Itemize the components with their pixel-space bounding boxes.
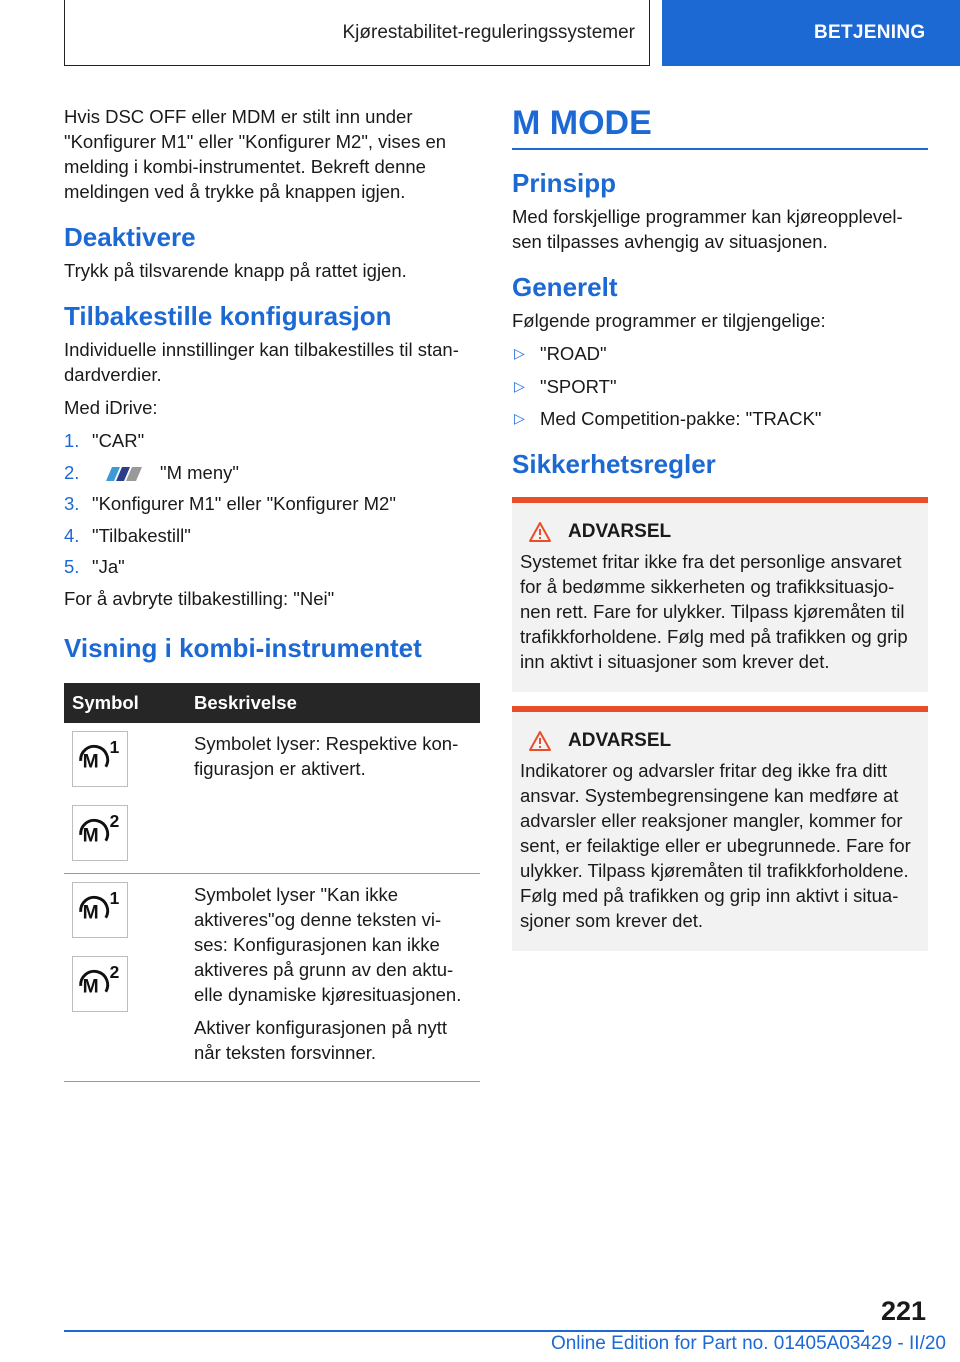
left-column bbox=[64, 104, 480, 1082]
warning-text: Systemet fritar ikke fra det personlige ansvaret for å bedømme sikkerheten og trafikksituasjo-nen rett. Fare for ulykker. Tilpass kjøremåten til trafikkforholdene. Følg med på trafikken og grip inn aktivt i situasjoner som krever det. bbox=[520, 551, 908, 672]
svg-text:M: M bbox=[82, 825, 99, 847]
row2-description-2: Aktiver konfigurasjonen på nytt når teksten forsvinner. bbox=[194, 1016, 447, 1063]
step-number: 4. bbox=[64, 524, 80, 546]
program-name: "SPORT" bbox=[540, 375, 617, 397]
step-number: 1. bbox=[64, 430, 80, 451]
list-item bbox=[64, 523, 480, 548]
triangle-bullet-icon: ▷ bbox=[514, 410, 525, 426]
table-row bbox=[64, 723, 480, 874]
svg-text:M: M bbox=[82, 976, 99, 998]
running-header bbox=[64, 0, 650, 66]
list-item bbox=[512, 374, 928, 399]
row1-description: Symbolet lyser: Respektive kon-figurasjon er aktivert. bbox=[194, 732, 459, 779]
step-text: "Tilbakestill" bbox=[92, 524, 191, 546]
step-text: "CAR" bbox=[92, 430, 145, 451]
display-heading: Visning i kombi-instrumentet bbox=[64, 632, 422, 663]
step-number: 3. bbox=[64, 493, 80, 514]
warning-title: ADVARSEL bbox=[568, 521, 672, 542]
table-header-row bbox=[64, 683, 480, 723]
list-item bbox=[512, 406, 928, 431]
column-header-symbol: Symbol bbox=[64, 683, 188, 723]
table-row bbox=[64, 873, 480, 1081]
page-number: 221 bbox=[880, 1296, 926, 1326]
svg-text:1: 1 bbox=[109, 887, 120, 908]
idrive-label: Med iDrive: bbox=[64, 397, 158, 418]
m2-mode-icon bbox=[72, 805, 128, 861]
symbol-table bbox=[64, 683, 480, 1082]
warning-triangle-icon bbox=[528, 730, 552, 752]
m1-mode-icon bbox=[72, 731, 128, 787]
warning-box-1 bbox=[512, 497, 928, 692]
step-text: "Konfigurer M1" eller "Konfigurer M2" bbox=[92, 493, 396, 514]
deactivate-text: Trykk på tilsvarende knapp på rattet igjen. bbox=[64, 260, 407, 281]
reset-text: Individuelle innstillinger kan tilbakestilles til stan-dardverdier. bbox=[64, 339, 459, 385]
chapter-label: BETJENING bbox=[814, 22, 926, 43]
right-column bbox=[512, 104, 928, 951]
section-title: Kjørestabilitet-reguleringssystemer bbox=[342, 21, 635, 43]
svg-text:2: 2 bbox=[109, 810, 120, 831]
chapter-tab bbox=[662, 0, 960, 66]
list-item bbox=[64, 460, 480, 485]
warning-box-2 bbox=[512, 706, 928, 951]
step-number: 5. bbox=[64, 556, 80, 577]
warning-triangle-icon bbox=[528, 521, 552, 543]
triangle-bullet-icon: ▷ bbox=[514, 377, 525, 394]
general-text: Følgende programmer er tilgjengelige: bbox=[512, 310, 826, 331]
m1-mode-icon bbox=[72, 882, 128, 938]
warning-title: ADVARSEL bbox=[568, 730, 672, 751]
list-item bbox=[512, 341, 928, 366]
program-name: "ROAD" bbox=[540, 343, 607, 364]
program-list bbox=[512, 341, 928, 431]
reset-heading: Tilbakestille konfigurasjon bbox=[64, 301, 392, 331]
svg-text:1: 1 bbox=[109, 736, 120, 757]
row2-description: Symbolet lyser "Kan ikke aktiveres"og denne teksten vi-ses: Konfigurasjonen kan ikke aktiveres på grunn av den aktu-elle dynamiske kjøresituasjonen. bbox=[194, 883, 462, 1005]
list-item bbox=[64, 428, 480, 453]
general-heading: Generelt bbox=[512, 272, 618, 302]
svg-text:2: 2 bbox=[109, 961, 120, 982]
step-text: "Ja" bbox=[92, 556, 125, 577]
safety-heading: Sikkerhetsregler bbox=[512, 449, 716, 479]
reset-steps bbox=[64, 428, 480, 579]
cancel-text: For å avbryte tilbakestilling: "Nei" bbox=[64, 587, 335, 609]
footer-divider bbox=[64, 1330, 864, 1332]
step-text: "M meny" bbox=[160, 461, 239, 483]
mmode-heading: M MODE bbox=[512, 104, 928, 150]
step-number: 2. bbox=[64, 461, 80, 483]
triangle-bullet-icon: ▷ bbox=[514, 345, 525, 361]
intro-paragraph: Hvis DSC OFF eller MDM er stilt inn under "Konfigurer M1" eller "Konfigurer M2", vises en melding i kombi-instrumentet. Bekreft denne meldingen ved å trykke på knappen igjen. bbox=[64, 106, 447, 202]
list-item bbox=[64, 554, 480, 579]
m-stripes-icon bbox=[100, 466, 148, 482]
list-item bbox=[64, 491, 480, 516]
column-header-description: Beskrivelse bbox=[188, 683, 480, 723]
principle-text: Med forskjellige programmer kan kjøreopplevel-sen tilpasses avhengig av situasjonen. bbox=[512, 206, 903, 252]
edition-footer: Online Edition for Part no. 01405A03429 - II/20 bbox=[550, 1333, 946, 1354]
warning-text: Indikatorer og advarsler fritar deg ikke fra ditt ansvar. Systembegrensingene kan medføre at advarsler eller reaksjoner mangler, kommer for sent, er feilaktige eller er ubegrunnede. Fare for ulykker. Tilpass kjøremåten til trafikkforholdene. Følg med på trafikken og grip inn aktivt i situa-sjoner som krever det. bbox=[520, 760, 911, 931]
svg-text:M: M bbox=[82, 751, 99, 773]
program-name: Med Competition-pakke: "TRACK" bbox=[540, 408, 822, 429]
deactivate-heading: Deaktivere bbox=[64, 222, 196, 252]
m2-mode-icon bbox=[72, 956, 128, 1012]
svg-text:M: M bbox=[82, 902, 99, 924]
principle-heading: Prinsipp bbox=[512, 168, 617, 198]
